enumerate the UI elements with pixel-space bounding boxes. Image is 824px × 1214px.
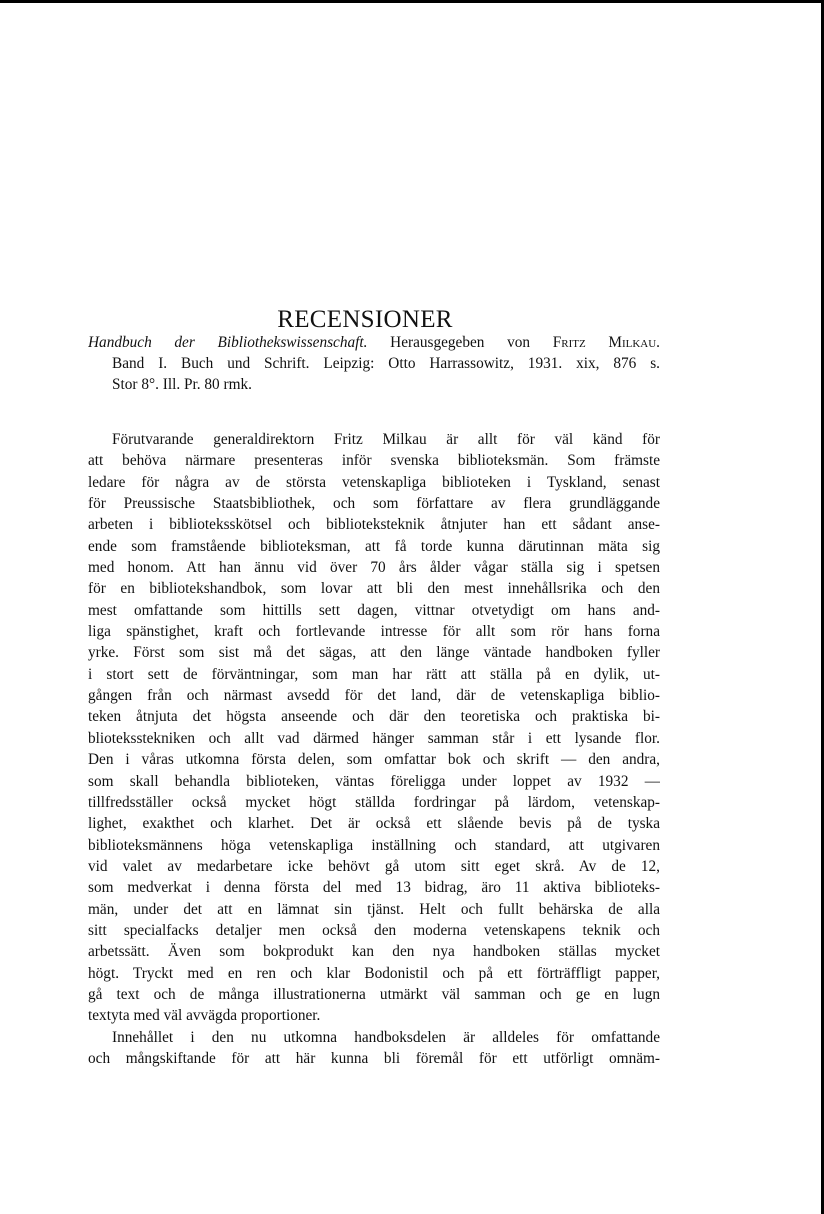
text-line: tillfredsställer också mycket högt ställda fordringar på lärdom, vetenskap-	[88, 793, 660, 811]
text-line: teken åtnjuta det högsta anseende och där den teoretiska och praktiska bi-	[88, 708, 660, 726]
text-line: biblioteksmännens höga vetenskapliga inställning och standard, att utgivaren	[88, 836, 660, 854]
text-line: och mångskiftande för att här kunna bli föremål för ett utförligt omnäm-	[88, 1049, 660, 1067]
text-line: gå text och de många illustrationerna utmärkt väl samman och ge en lugn	[88, 985, 660, 1003]
text-line: högt. Tryckt med en ren och klar Bodonistil och på ett förträffligt papper,	[88, 964, 660, 982]
text-line: arbeten i biblioteksskötsel och biblioteksteknik åtnjuter han ett sådant anse-	[88, 516, 660, 534]
book-citation	[88, 332, 660, 396]
book-title: Handbuch der Bibliothekswissenschaft.	[88, 334, 368, 351]
text-line: som medverkat i denna första del med 13 bidrag, äro 11 aktiva biblioteks-	[88, 879, 660, 897]
text-line: Förutvarande generaldirektorn Fritz Milkau är allt för väl känd för	[112, 431, 660, 448]
text-line: gången från och närmast avsedd för det land, där de vetenskapliga biblio-	[88, 687, 660, 705]
text-line: för en bibliotekshandbok, som lovar att bli den mest innehållsrika och den	[88, 580, 660, 598]
text-line: ende som framstående biblioteksman, att få torde kunna därutinnan mäta sig	[88, 537, 660, 555]
text-line: Innehållet i den nu utkomna handboksdelen är alldeles för omfattande	[112, 1028, 660, 1046]
text-line: lighet, exakthet och klarhet. Det är också ett slående bevis på de tyska	[88, 815, 660, 833]
text-line: sitt specialfacks detaljer men också den moderna vetenskapens teknik och	[88, 921, 660, 939]
text-line: arbetssätt. Även som bokprodukt kan den nya handboken ställas mycket	[88, 943, 660, 961]
text-line: liga spänstighet, kraft och fortlevande intresse för allt som rör hans forna	[88, 623, 660, 641]
review-body	[88, 429, 660, 1069]
text-line: för Preussische Staatsbibliothek, och som författare av flera grundläggande	[88, 495, 660, 513]
text-line: textyta med väl avvägda proportioner.	[88, 1007, 321, 1025]
text-line: yrke. Först som sist må det sägas, att den länge väntade handboken fyller	[88, 644, 660, 662]
text-line: Den i våras utkomna första delen, som omfattar bok och skrift — den andra,	[88, 751, 660, 769]
section-heading: RECENSIONER	[277, 306, 453, 333]
citation-line: Handbuch der Bibliothekswissenschaft. Herausgegeben von Fritz Milkau.	[88, 334, 660, 351]
text-line: ledare för några av de största vetenskapliga biblioteken i Tyskland, senast	[88, 473, 660, 491]
text-line: män, under det att en lämnat sin tjänst. Helt och fullt behärska de alla	[88, 900, 660, 918]
scan-edge-top	[0, 0, 824, 3]
text-line: i stort sett de förväntningar, som man har rätt att ställa på en dylik, ut-	[88, 665, 660, 683]
text-line: mest omfattande som hittills sett dagen, vittnar otvetydigt om hans and-	[88, 601, 660, 619]
citation-line: Stor 8°. Ill. Pr. 80 rmk.	[112, 376, 252, 394]
citation-line: Band I. Buch und Schrift. Leipzig: Otto Harrassowitz, 1931. xix, 876 s.	[112, 355, 660, 373]
text-line: vid valet av medarbetare icke behövt gå utom sitt eget skrå. Av de 12,	[88, 857, 660, 875]
editor-name: Fritz Milkau.	[552, 334, 660, 351]
text-line: att behöva närmare presenteras inför svenska biblioteksmän. Som främste	[88, 452, 660, 470]
text-line: med honom. Att han ännu vid över 70 års ålder vågar ställa sig i spetsen	[88, 559, 660, 577]
text-line: blioteksstekniken och allt vad därmed hänger samman står i ett lysande flor.	[88, 729, 660, 747]
text-line: som skall behandla biblioteken, väntas föreligga under loppet av 1932 —	[88, 772, 660, 790]
